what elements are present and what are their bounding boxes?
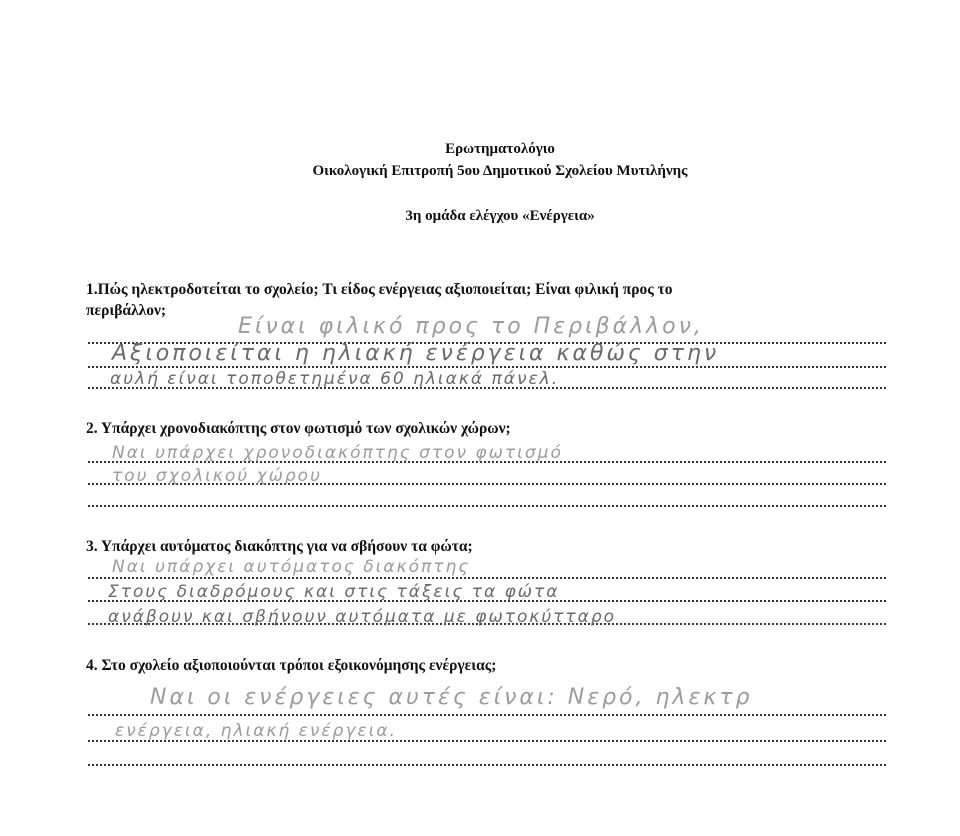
question-2: 2. Υπάρχει χρονοδιακόπτης στον φωτισμό των σχολικών χώρων; bbox=[86, 420, 511, 437]
handwritten-answer-4b: ενέργεια, ηλιακή ενέργεια. bbox=[115, 721, 397, 741]
handwritten-answer-1b: Αξιοποιείται η ηλιακή ενέργεια καθώς στην bbox=[112, 341, 720, 366]
answer-line bbox=[88, 712, 886, 716]
question-3: 3. Υπάρχει αυτόματος διακόπτης για να σβήσουν τα φώτα; bbox=[86, 538, 473, 555]
answer-line bbox=[88, 503, 886, 507]
answer-line bbox=[88, 762, 886, 766]
handwritten-answer-1c: αυλή είναι τοποθετημένα 60 ηλιακά πάνελ. bbox=[110, 369, 560, 389]
question-1-line2: περιβάλλον; bbox=[86, 302, 167, 319]
page-subtitle: Οικολογική Επιτροπή 5ου Δημοτικού Σχολείου Μυτιλήνης bbox=[312, 163, 688, 179]
handwritten-answer-3c: ανάβουν και σβήνουν αυτόματα με φωτοκύτταρο bbox=[108, 607, 617, 627]
handwritten-answer-2a: Ναι υπάρχει χρονοδιακόπτης στον φωτισμό bbox=[112, 443, 563, 463]
question-1-line1: 1.Πώς ηλεκτροδοτείται το σχολείο; Τι είδος ενέργειας αξιοποιείται; Είναι φιλική προς το bbox=[86, 281, 673, 298]
handwritten-answer-1a: Είναι φιλικό προς το Περιβάλλον, bbox=[238, 314, 704, 339]
handwritten-answer-3a: Ναι υπάρχει αυτόματος διακόπτης bbox=[112, 557, 471, 577]
group-title: 3η ομάδα ελέγχου «Ενέργεια» bbox=[405, 208, 595, 224]
page-title: Ερωτηματολόγιο bbox=[445, 141, 555, 157]
handwritten-answer-3b: Στους διαδρόμους και στις τάξεις τα φώτα bbox=[108, 582, 560, 602]
handwritten-answer-4a: Ναι οι ενέργειες αυτές είναι: Νερό, ηλεκτρ bbox=[150, 685, 753, 710]
handwritten-answer-2b: του σχολικού χώρου bbox=[112, 466, 322, 486]
question-4: 4. Στο σχολείο αξιοποιούνται τρόποι εξοικονόμησης ενέργειας; bbox=[86, 657, 497, 674]
